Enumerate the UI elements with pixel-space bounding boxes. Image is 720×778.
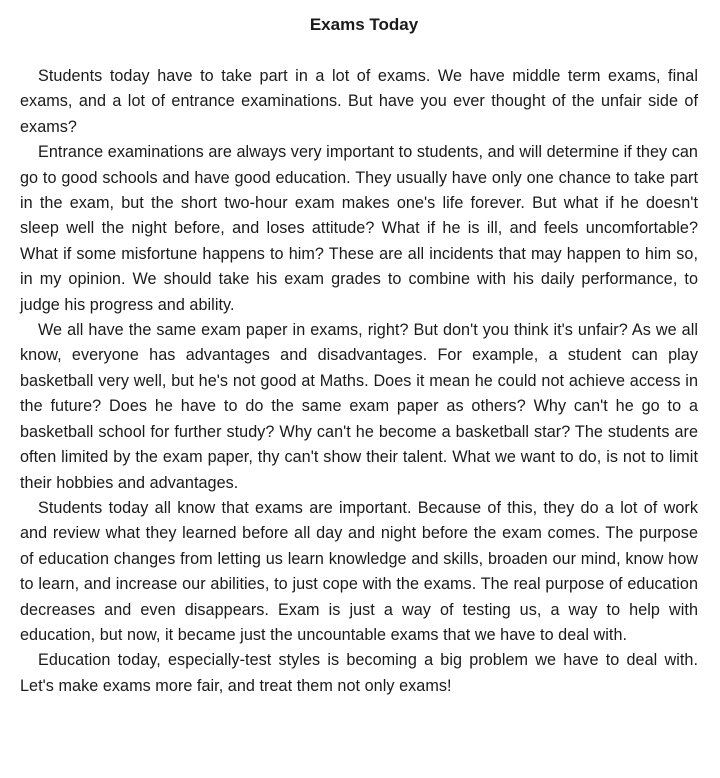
paragraph-4: Students today all know that exams are important. Because of this, they do a lot of work and review what they learned before all day and night before the exam comes. The purpose of education changes from letting us learn knowledge and skills, broaden our mind, know how to learn, and increase our abilities, to just cope with the exams. The real purpose of education decreases and even disappears. Exam is just a way of testing us, a way to help with education, but now, it became just the uncountable exams that we have to deal with. — [20, 498, 698, 644]
paragraph-3: We all have the same exam paper in exams, right? But don't you think it's unfair? As we all know, everyone has advantages and disadvantages. For example, a student can play basketball very well, but he's not good at Maths. Does it mean he could not achieve access in the future? Does he have to do the same exam paper as others? Why can't he go to a basketball school for further study? Why can't he become a basketball star? The students are often limited by the exam paper, thy can't show their talent. What we want to do, is not to limit their hobbies and advantages. — [20, 321, 698, 492]
paragraph-5: Education today, especially-test styles is becoming a big problem we have to deal with. Let's make exams more fair, and treat them not only exams! — [20, 651, 698, 695]
paragraph-2: Entrance examinations are always very important to students, and will determine if they can go to good schools and have good education. They usually have only one chance to take part in the exam, but the short two-hour exam makes one's life forever. But what if he doesn't sleep well the night before, and loses attitude? What if he is ill, and feels uncomfortable? What if some misfortune happens to him? These are all incidents that may happen to him so, in my opinion. We should take his exam grades to combine with his daily performance, to judge his progress and ability. — [20, 143, 698, 314]
paragraph-1: Students today have to take part in a lot of exams. We have middle term exams, final exams, and a lot of entrance examinations. But have you ever thought of the unfair side of exams? — [20, 67, 698, 136]
document-title: Exams Today — [309, 15, 419, 34]
